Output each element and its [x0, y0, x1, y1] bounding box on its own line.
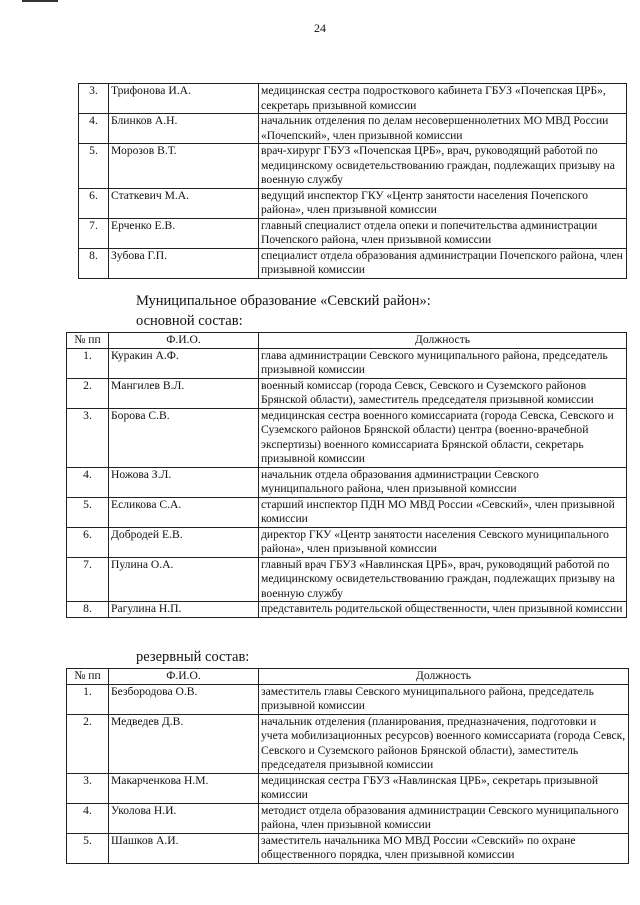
row-number: 2.: [67, 714, 109, 773]
table-row: [67, 714, 629, 773]
row-number: 6.: [67, 527, 109, 557]
table-row: [67, 497, 627, 527]
row-number: 3.: [79, 84, 109, 114]
member-position: глава администрации Севского муниципального района, председатель призывной комиссии: [259, 348, 627, 378]
member-name: Медведев Д.В.: [109, 714, 259, 773]
member-position: медицинская сестра военного комиссариата (города Севска, Севского и Суземского районов Брянской области) центра (военно-врачебной экспертизы) военного комиссариата Брянской области, секретарь призывной комиссии: [259, 408, 627, 467]
member-position: медицинская сестра подросткового кабинета ГБУЗ «Почепская ЦРБ», секретарь призывной комиссии: [259, 84, 627, 114]
table-row: [67, 348, 627, 378]
table-header-row: [67, 669, 629, 685]
table-row: [67, 773, 629, 803]
column-header-position: Должность: [259, 669, 629, 685]
column-header-fio: Ф.И.О.: [109, 333, 259, 349]
page-number: 24: [314, 21, 326, 35]
table-row: [67, 602, 627, 618]
member-name: Зубова Г.П.: [109, 248, 259, 278]
member-position: заместитель главы Севского муниципального района, председатель призывной комиссии: [259, 684, 629, 714]
table-row: [67, 378, 627, 408]
member-name: Безбородова О.В.: [109, 684, 259, 714]
row-number: 8.: [67, 602, 109, 618]
column-header-number: № пп: [67, 669, 109, 685]
row-number: 5.: [67, 833, 109, 863]
column-header-number: № пп: [67, 333, 109, 349]
member-position: главный специалист отдела опеки и попечительства администрации Почепского района, член призывной комиссии: [259, 218, 627, 248]
member-name: Уколова Н.И.: [109, 803, 259, 833]
row-number: 3.: [67, 408, 109, 467]
section-subheading-main: основной состав:: [136, 313, 243, 329]
member-position: начальник отделения по делам несовершеннолетних МО МВД России «Почепский», член призывной комиссии: [259, 114, 627, 144]
member-position: старший инспектор ПДН МО МВД России «Севский», член призывной комиссии: [259, 497, 627, 527]
row-number: 7.: [67, 557, 109, 602]
member-name: Ножова З.Л.: [109, 467, 259, 497]
member-name: Трифонова И.А.: [109, 84, 259, 114]
column-header-position: Должность: [259, 333, 627, 349]
member-name: Мангилев В.Л.: [109, 378, 259, 408]
committee-table-sevsk-reserve: [66, 668, 629, 864]
table-row: [79, 144, 627, 189]
member-name: Есликова С.А.: [109, 497, 259, 527]
member-name: Добродей Е.В.: [109, 527, 259, 557]
member-name: Пулина О.А.: [109, 557, 259, 602]
member-name: Статкевич М.А.: [109, 188, 259, 218]
member-name: Ерченко Е.В.: [109, 218, 259, 248]
member-position: начальник отделения (планирования, предназначения, подготовки и учета мобилизационных ресурсов) военного комиссариата (города Севск, Севского и Суземского районов Брянской области), заместитель председателя призывной комиссии: [259, 714, 629, 773]
table-row: [79, 188, 627, 218]
row-number: 4.: [67, 467, 109, 497]
table-row: [67, 684, 629, 714]
member-position: медицинская сестра ГБУЗ «Навлинская ЦРБ», секретарь призывной комиссии: [259, 773, 629, 803]
row-number: 7.: [79, 218, 109, 248]
member-position: представитель родительской общественности, член призывной комиссии: [259, 602, 627, 618]
row-number: 3.: [67, 773, 109, 803]
table-row: [67, 467, 627, 497]
table-row: [67, 803, 629, 833]
column-header-fio: Ф.И.О.: [109, 669, 259, 685]
table-row: [67, 527, 627, 557]
table-row: [67, 408, 627, 467]
committee-table-sevsk-main: [66, 332, 627, 618]
member-name: Морозов В.Т.: [109, 144, 259, 189]
table-header-row: [67, 333, 627, 349]
member-name: Рагулина Н.П.: [109, 602, 259, 618]
table-row: [79, 84, 627, 114]
row-number: 5.: [67, 497, 109, 527]
member-position: заместитель начальника МО МВД России «Севский» по охране общественного порядка, член призывной комиссии: [259, 833, 629, 863]
table-row: [79, 248, 627, 278]
table-row: [79, 218, 627, 248]
row-number: 5.: [79, 144, 109, 189]
section-subheading-reserve: резервный состав:: [136, 649, 250, 665]
row-number: 4.: [67, 803, 109, 833]
member-name: Куракин А.Ф.: [109, 348, 259, 378]
member-name: Макарченкова Н.М.: [109, 773, 259, 803]
top-rule: [22, 0, 58, 2]
row-number: 8.: [79, 248, 109, 278]
table-row: [67, 833, 629, 863]
row-number: 4.: [79, 114, 109, 144]
member-position: военный комиссар (города Севск, Севского и Суземского районов Брянской области), заместитель председателя призывной комиссии: [259, 378, 627, 408]
section-heading-sevsk: Муниципальное образование «Севский район»:: [136, 293, 431, 309]
member-position: врач-хирург ГБУЗ «Почепская ЦРБ», врач, руководящий работой по медицинскому освидетельствованию граждан, подлежащих призыву на военную службу: [259, 144, 627, 189]
member-position: директор ГКУ «Центр занятости населения Севского муниципального района», член призывной комиссии: [259, 527, 627, 557]
member-position: ведущий инспектор ГКУ «Центр занятости населения Почепского района», член призывной комиссии: [259, 188, 627, 218]
row-number: 1.: [67, 684, 109, 714]
member-name: Блинков А.Н.: [109, 114, 259, 144]
committee-table-pochep: [78, 83, 627, 279]
member-position: главный врач ГБУЗ «Навлинская ЦРБ», врач, руководящий работой по медицинскому освидетельствованию граждан, подлежащих призыву на военную службу: [259, 557, 627, 602]
member-position: методист отдела образования администрации Севского муниципального района, член призывной комиссии: [259, 803, 629, 833]
row-number: 2.: [67, 378, 109, 408]
table-row: [79, 114, 627, 144]
member-name: Борова С.В.: [109, 408, 259, 467]
table-row: [67, 557, 627, 602]
member-position: начальник отдела образования администрации Севского муниципального района, член призывной комиссии: [259, 467, 627, 497]
row-number: 6.: [79, 188, 109, 218]
row-number: 1.: [67, 348, 109, 378]
member-name: Шашков А.И.: [109, 833, 259, 863]
member-position: специалист отдела образования администрации Почепского района, член призывной комиссии: [259, 248, 627, 278]
